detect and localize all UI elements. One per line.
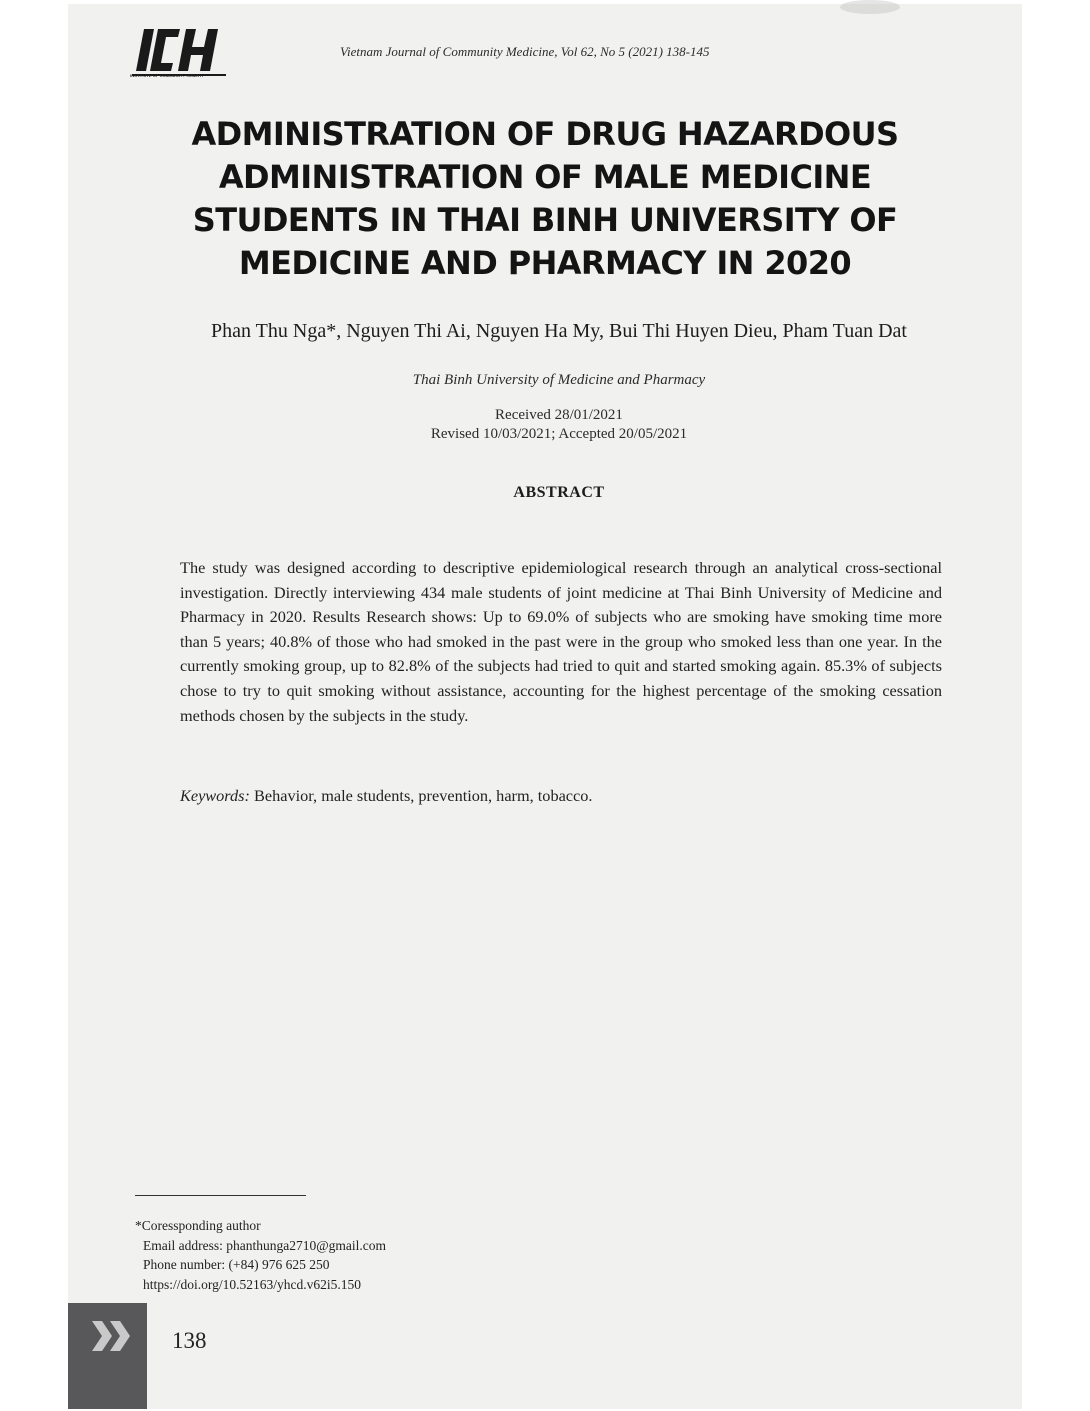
affiliation: Thai Binh University of Medicine and Pharmacy xyxy=(412,372,706,388)
keywords-label: Keywords: xyxy=(180,786,250,805)
article-dates xyxy=(100,406,1018,444)
footnote xyxy=(135,1216,386,1294)
article-title: ADMINISTRATION OF DRUG HAZARDOUS ADMINISTRATION OF MALE MEDICINE STUDENTS IN THAI BINH UNIVERSITY OF MEDICINE AND PHARMACY IN 2020 xyxy=(191,115,899,282)
page-number: 138 xyxy=(172,1328,207,1353)
scan-smudge xyxy=(840,0,900,14)
keywords-list: Behavior, male students, prevention, harm, tobacco. xyxy=(254,786,593,805)
abstract-text: The study was designed according to descriptive epidemiological research through an analytical cross-sectional investigation. Directly interviewing 434 male students of joint medicine at Thai Binh University of Medicine and Pharmacy in 2020. Results Research shows: Up to 69.0% of subjects who are smoking have smoking time more than 5 years; 40.8% of those who had smoked in the past were in the group who smoked less than one year. In the currently smoking group, up to 82.8% of the subjects had tried to quit and started smoking again. 85.3% of subjects chose to try to quit smoking without assistance, accounting for the highest percentage of the smoking cessation methods chosen by the subjects in the study. xyxy=(180,558,942,725)
email-address: Email address: phanthunga2710@gmail.com xyxy=(143,1237,387,1253)
author-list: Phan Thu Nga*, Nguyen Thi Ai, Nguyen Ha My, Bui Thi Huyen Dieu, Pham Tuan Dat xyxy=(211,320,907,342)
double-chevron-right-icon xyxy=(90,1319,134,1353)
keywords-line xyxy=(180,786,592,806)
footnote-divider xyxy=(135,1195,306,1196)
page-tab xyxy=(68,1303,147,1409)
journal-citation: Vietnam Journal of Community Medicine, Vol 62, No 5 (2021) 138-145 xyxy=(340,44,710,59)
doi-link[interactable]: https://doi.org/10.52163/yhcd.v62i5.150 xyxy=(143,1276,362,1292)
phone-number: Phone number: (+84) 976 625 250 xyxy=(143,1257,330,1272)
logo-subtitle: INSTITUTE OF COMMUNITY HEALTH xyxy=(130,73,203,78)
corresponding-author-note: *Coressponding author xyxy=(135,1218,261,1233)
received-date: Received 28/01/2021 xyxy=(495,407,623,423)
revised-accepted-date: Revised 10/03/2021; Accepted 20/05/2021 xyxy=(430,426,688,442)
abstract-heading: ABSTRACT xyxy=(513,484,605,501)
